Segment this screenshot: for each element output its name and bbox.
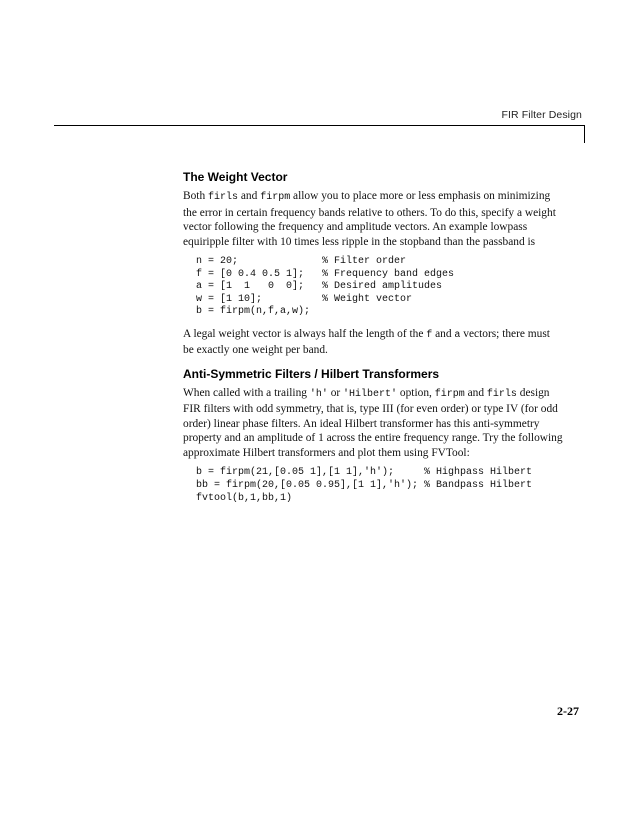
header-rule-tick (584, 125, 585, 143)
code-block-hilbert-example: b = firpm(21,[0.05 1],[1 1],'h'); % Highpass Hilbert bb = firpm(20,[0.05 0.95],[1 1],'h'); % Bandpass Hilbert fvtool(b,1,bb,1) (196, 467, 533, 504)
page-number: 2-27 (557, 704, 579, 718)
inline-code: firpm (260, 192, 291, 203)
page-body (183, 170, 563, 513)
text-run: and (432, 327, 455, 340)
text-run: option, (397, 386, 435, 399)
inline-code: firls (486, 388, 517, 400)
section-heading-weight-vector: The Weight Vector (183, 170, 288, 184)
legal-weight-paragraph (183, 327, 563, 358)
inline-code: firls (208, 192, 239, 203)
section-hilbert (183, 367, 563, 505)
inline-code: firpm (434, 388, 465, 400)
inline-code: f (426, 329, 433, 341)
text-run: A legal weight vector is always half the length of the (183, 327, 427, 340)
hilbert-paragraph (183, 386, 563, 461)
text-run: or (327, 386, 344, 399)
weight-vector-paragraph (183, 189, 563, 249)
inline-code: a (454, 329, 461, 341)
text-run: When called with a trailing (183, 386, 310, 399)
running-header: FIR Filter Design (501, 109, 582, 121)
header-rule (54, 125, 585, 126)
code-block-weight-example: n = 20; % Filter order f = [0 0.4 0.5 1]; % Frequency band edges a = [1 1 0 0]; % Desired amplitudes w = [1 10]; % Weight vector b = firpm(n,f,a,w); (196, 256, 455, 318)
text-run: and (464, 386, 487, 399)
text-run: Both (183, 190, 209, 202)
text-run: and (238, 190, 261, 202)
inline-code: 'Hilbert' (343, 388, 398, 400)
section-heading-hilbert: Anti-Symmetric Filters / Hilbert Transformers (183, 366, 440, 381)
inline-code: 'h' (309, 388, 328, 400)
text-run: design FIR filters with odd symmetry, that is, type III (for even order) or type IV (for odd order) linear phase filters. An ideal Hilbert transformer has this anti-symmetry property and an amplitude of 1 across the entire frequency range. Try the following approximate Hilbert transformers and plot them using FVTool: (183, 386, 563, 459)
text-run: allow you to place more or less emphasis on minimizing the error in certain frequency bands relative to others. To do this, specify a weight vector following the frequency and amplitude vectors. An example lowpass equiripple filter with 10 times less ripple in the stopband than the passband is (183, 190, 556, 248)
text-run: vectors; there must be exactly one weight per band. (183, 327, 550, 357)
